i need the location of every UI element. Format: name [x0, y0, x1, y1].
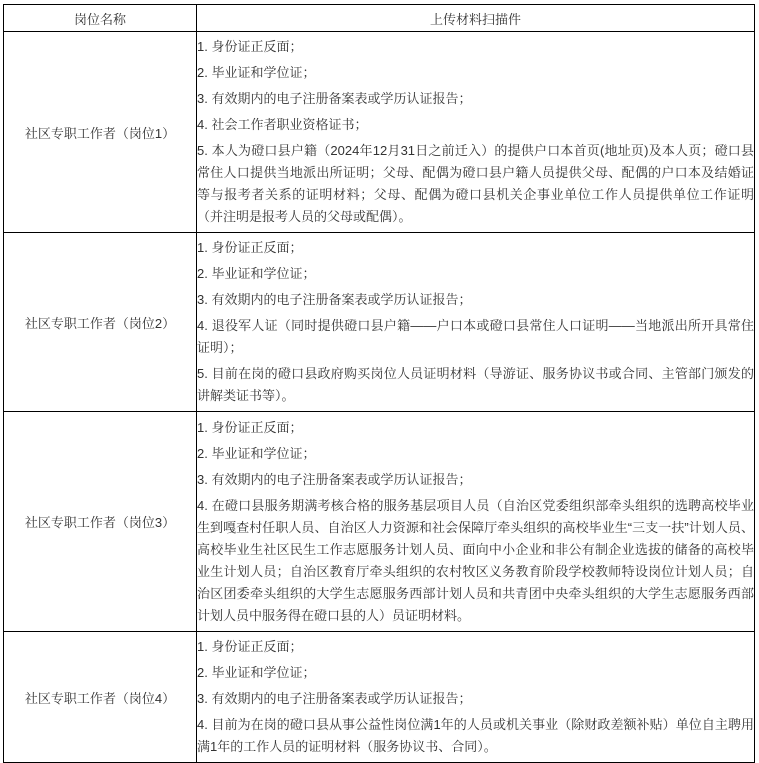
material-item: 4. 在磴口县服务期满考核合格的服务基层项目人员（自治区党委组织部牵头组织的选聘高校毕业生到嘎查村任职人员、自治区人力资源和社会保障厅牵头组织的高校毕业生“三支一扶”计划人员、高校毕业生社区民生工作志愿服务计划人员、面向中小企业和非公有制企业选拔的储备的高校毕业生计划人员；自治区教育厅牵头组织的农村牧区义务教育阶段学校教师特设岗位计划人员；自治区团委牵头组织的大学生志愿服务西部计划人员和共青团中央牵头组织的大学生志愿服务西部计划人员中服务得在磴口县的人）员证明材料。 [197, 497, 754, 623]
materials-cell [197, 632, 755, 763]
material-item: 5. 目前在岗的磴口县政府购买岗位人员证明材料（导游证、服务协议书或合同、主管部门颁发的讲解类证书等）。 [197, 366, 754, 403]
material-item: 4. 退役军人证（同时提供磴口县户籍——户口本或磴口县常住人口证明——当地派出所开具常住证明）； [197, 318, 754, 355]
material-item: 2. 毕业证和学位证； [197, 665, 316, 680]
material-item: 1. 身份证正反面； [197, 639, 303, 654]
header-row [4, 5, 755, 32]
position-cell: 社区专职工作者（岗位2） [4, 233, 197, 412]
material-item: 5. 本人为磴口县户籍（2024年12月31日之前迁入）的提供户口本首页(地址页)及本人页；磴口县常住人口提供当地派出所证明；父母、配偶为磴口县户籍人员提供父母、配偶的户口本及结婚证等与报考者关系的证明材料；父母、配偶为磴口县机关企事业单位工作人员提供单位工作证明（并注明是报考人员的父母或配偶）。 [197, 143, 754, 224]
table-row [4, 233, 755, 412]
material-item: 3. 有效期内的电子注册备案表或学历认证报告； [197, 91, 472, 106]
column-header-position: 岗位名称 [4, 5, 197, 32]
table-row [4, 32, 755, 233]
materials-cell [197, 32, 755, 233]
material-item: 2. 毕业证和学位证； [197, 445, 316, 461]
material-item: 1. 身份证正反面； [197, 419, 303, 435]
material-item: 4. 目前为在岗的磴口县从事公益性岗位满1年的人员或机关事业（除财政差额补贴）单位自主聘用满1年的工作人员的证明材料（服务协议书、合同）。 [197, 717, 754, 754]
materials-cell [197, 233, 755, 412]
materials-cell [197, 412, 755, 632]
materials-table [3, 4, 755, 763]
position-cell: 社区专职工作者（岗位3） [4, 412, 197, 632]
material-item: 4. 社会工作者职业资格证书； [197, 117, 368, 132]
material-item: 1. 身份证正反面； [197, 240, 303, 255]
table-row [4, 632, 755, 763]
position-cell: 社区专职工作者（岗位4） [4, 632, 197, 763]
table-row [4, 412, 755, 632]
material-item: 2. 毕业证和学位证； [197, 65, 316, 80]
column-header-materials: 上传材料扫描件 [197, 5, 755, 32]
material-item: 3. 有效期内的电子注册备案表或学历认证报告； [197, 292, 472, 307]
position-cell: 社区专职工作者（岗位1） [4, 32, 197, 233]
material-item: 3. 有效期内的电子注册备案表或学历认证报告； [197, 471, 472, 487]
material-item: 2. 毕业证和学位证； [197, 266, 316, 281]
material-item: 1. 身份证正反面； [197, 39, 303, 54]
material-item: 3. 有效期内的电子注册备案表或学历认证报告； [197, 691, 472, 706]
